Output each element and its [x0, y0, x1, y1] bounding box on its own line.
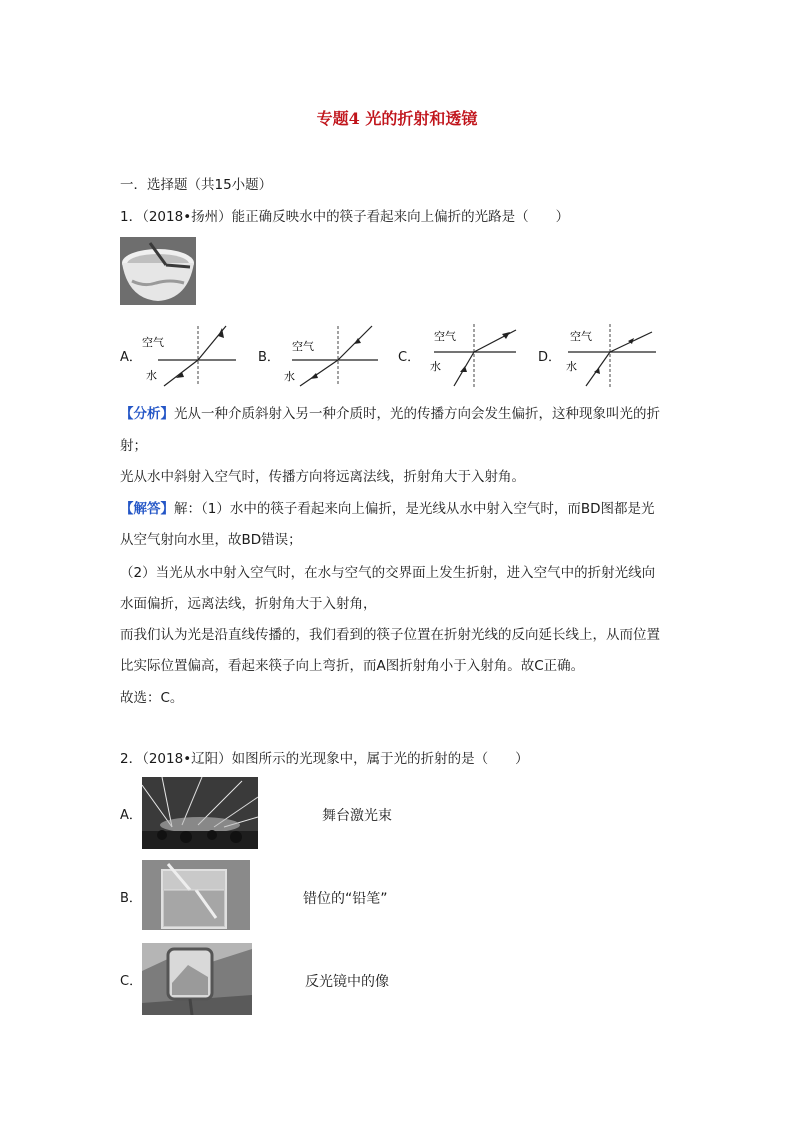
analysis-text-1: 光从一种介质斜射入另一种介质时，光的传播方向会发生偏折，这种现象叫光的折: [174, 406, 660, 422]
q1-option-d-label: D．: [538, 350, 562, 365]
analysis-line-1: [120, 404, 660, 424]
water-label: 水: [284, 370, 295, 383]
final-choice: 故选：C。: [120, 690, 184, 706]
q2-option-a-label: A．: [120, 808, 142, 823]
q2-option-c-label: C．: [120, 974, 143, 989]
refraction-diagram-b: [276, 322, 380, 390]
air-label: 空气: [434, 330, 456, 343]
answer-line-5: 而我们认为光是沿直线传播的，我们看到的筷子位置在折射光线的反向延长线上，从而位置: [120, 627, 660, 643]
bowl-chopstick-image: [120, 237, 196, 305]
answer-line-1: [120, 499, 655, 519]
q2-option-c-caption: 反光镜中的像: [305, 974, 389, 990]
q2-option-b-label: B．: [120, 891, 142, 906]
refraction-diagram-c: [416, 322, 520, 390]
q1-option-c-label: C．: [398, 350, 421, 365]
bowl-chopstick-photo: [120, 237, 196, 305]
water-label: 水: [146, 369, 157, 382]
answer-line-2: 从空气射向水里，故BD错误；: [120, 532, 302, 548]
pencil-in-water-photo: [142, 860, 250, 930]
answer-line-6: 比实际位置偏高，看起来筷子向上弯折，而A图折射角小于入射角。故C正确。: [120, 658, 585, 674]
air-label: 空气: [142, 336, 164, 349]
q1-option-b-diagram: [276, 322, 380, 390]
refraction-diagram-d: [556, 322, 660, 390]
question-1-stem: 1．（2018•扬州）能正确反映水中的筷子看起来向上偏折的光路是（ ）: [120, 209, 570, 225]
page-title: 专题4 光的折射和透镜: [316, 109, 478, 128]
stage-laser-photo: [142, 777, 258, 849]
water-label: 水: [566, 360, 577, 373]
convex-mirror-image: [142, 943, 252, 1015]
answer-tag: 【解答】: [120, 501, 174, 517]
answer-text-1: 解：（1）水中的筷子看起来向上偏折，是光线从水中射入空气时，而BD图都是光: [174, 501, 655, 517]
convex-mirror-photo: [142, 943, 252, 1015]
question-2-stem: 2．（2018•辽阳）如图所示的光现象中，属于光的折射的是（ ）: [120, 751, 529, 767]
q2-option-a-caption: 舞台激光束: [322, 808, 392, 824]
q1-option-b-label: B．: [258, 350, 280, 365]
q1-option-a-diagram: [138, 322, 238, 390]
water-label: 水: [430, 360, 441, 373]
pencil-in-water-image: [142, 860, 250, 930]
q1-option-c-diagram: [416, 322, 520, 390]
answer-line-3: （2）当光从水中射入空气时，在水与空气的交界面上发生折射，进入空气中的折射光线向: [120, 565, 656, 581]
answer-line-4: 水面偏折，远离法线，折射角大于入射角，: [120, 596, 377, 612]
air-label: 空气: [292, 340, 314, 353]
q1-option-d-diagram: [556, 322, 660, 390]
q2-option-b-caption: 错位的“铅笔”: [303, 891, 388, 907]
q1-option-a-label: A．: [120, 350, 142, 365]
refraction-diagram-a: [138, 322, 238, 390]
stage-laser-image: [142, 777, 258, 849]
analysis-tag: 【分析】: [120, 406, 174, 422]
section-heading: 一．选择题（共15小题）: [120, 177, 273, 193]
analysis-line-3: 光从水中斜射入空气时，传播方向将远离法线，折射角大于入射角。: [120, 469, 525, 485]
air-label: 空气: [570, 330, 592, 343]
analysis-line-2: 射；: [120, 438, 147, 454]
